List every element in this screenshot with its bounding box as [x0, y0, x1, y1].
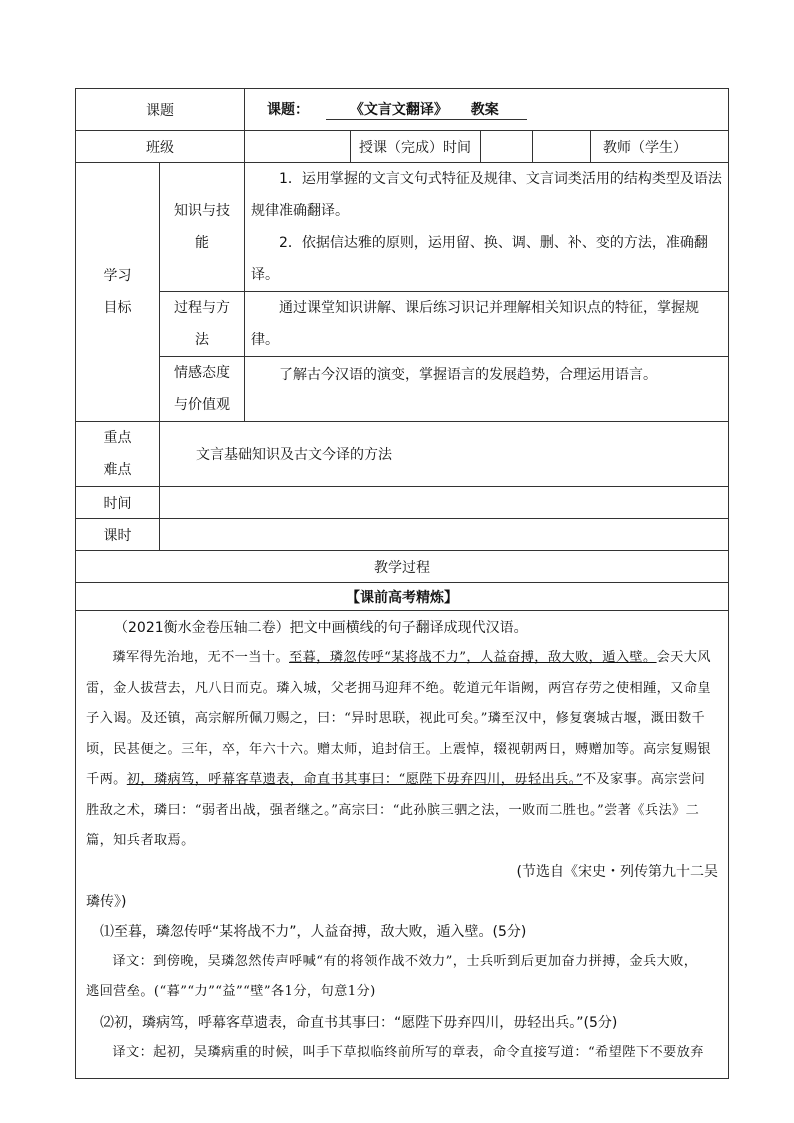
content-row	[76, 611, 729, 1079]
keypoints-label-line2: 难点	[103, 462, 132, 478]
hours-row	[76, 519, 729, 551]
process-label-line1: 过程与方	[174, 300, 230, 316]
section-title: 【课前高考精炼】	[76, 583, 729, 611]
content-cell	[76, 611, 729, 1079]
emotion-label-line2: 与价值观	[174, 397, 230, 413]
process-text-cell	[245, 292, 729, 357]
objectives-label-line2: 目标	[103, 300, 132, 316]
teacher-label: 教师（学生）	[591, 131, 729, 163]
time-row	[76, 487, 729, 519]
emotion-text-cell	[245, 357, 729, 422]
hours-label: 课时	[76, 519, 160, 551]
class-value	[245, 131, 351, 163]
process-label	[160, 292, 245, 357]
question-1: ⑴至暮，璘忽传呼“某将战不力”，人益奋搏，敌大败，遁入壁。(5分)	[100, 923, 527, 940]
answer-1-line-2: 逃回营垒。(“暮”“力”“益”“壁”各1分，句意1分)	[86, 984, 376, 999]
keypoints-label	[76, 422, 160, 487]
objectives-label	[76, 163, 160, 422]
process-title-row	[76, 551, 729, 583]
passage-part-3: 不及家事。高宗尝问胜敌之术，璘曰：“弱者出战，强者继之。”高宗曰：“此孙膑三驷之法，一败而二胜也。”尝著《兵法》二篇，知兵者取焉。	[86, 772, 706, 848]
knowledge-text-1: 1．运用掌握的文言文句式特征及规律、文言词类活用的结构类型及语法规律准确翻译。	[251, 171, 722, 219]
process-title: 教学过程	[76, 551, 729, 583]
topic-row	[76, 89, 729, 131]
question-2: ⑵初，璘病笃，呼幕客草遗表，命直书其事曰：“愿陛下毋弃四川，毋轻出兵。”(5分)	[100, 1014, 618, 1031]
section-title-row	[76, 583, 729, 611]
passage-underlined-2: 初，璘病笃，呼幕客草遗表，命直书其事曰：“愿陛下毋弃四川，毋轻出兵。”	[126, 772, 583, 787]
time-taught-label: 授课（完成）时间	[351, 131, 481, 163]
topic-title: 《文言文翻译》	[349, 102, 448, 118]
spacer-cell	[533, 131, 591, 163]
knowledge-label	[160, 163, 245, 292]
source-line-2: 璘传》)	[86, 893, 127, 910]
answer-1-line-1: 译文：到傍晚，吴璘忽然传声呼喊“有的将领作战不效力”，士兵听到后更加奋力拼搏，金兵大败，	[112, 953, 698, 969]
passage	[86, 643, 718, 857]
knowledge-text	[245, 163, 729, 292]
objectives-label-line1: 学习	[103, 268, 132, 284]
emotion-label-line1: 情感态度	[174, 365, 230, 381]
class-row	[76, 131, 729, 163]
knowledge-label-line1: 知识与技	[174, 203, 230, 219]
keypoints-label-line1: 重点	[103, 430, 132, 446]
emotion-row	[76, 357, 729, 422]
knowledge-label-line2: 能	[195, 235, 209, 251]
time-value	[160, 487, 729, 519]
topic-label: 课题	[76, 89, 245, 131]
source-line-1: (节选自《宋史・列传第九十二吴	[516, 863, 719, 880]
topic-cell	[245, 89, 729, 131]
lesson-plan-table	[75, 88, 729, 1079]
time-label: 时间	[76, 487, 160, 519]
time-taught-value	[481, 131, 533, 163]
passage-underlined-1: 至暮，璘忽传呼“某将战不力”，人益奋搏，敌大败，遁入壁。	[289, 650, 657, 665]
knowledge-row	[76, 163, 729, 292]
keypoints-row	[76, 422, 729, 487]
keypoints-text: 文言基础知识及古文今译的方法	[160, 422, 729, 487]
process-text: 通过课堂知识讲解、课后练习识记并理解相关知识点的特征，掌握规律。	[251, 300, 699, 348]
class-label: 班级	[76, 131, 245, 163]
answer-2-line-1: 译文：起初，吴璘病重的时候，叫手下草拟临终前所写的章表，命令直接写道：“希望陛下不要放弃	[112, 1044, 704, 1060]
passage-part-2: 会天大风雷，金人拔营去，凡八日而克。璘入城，父老拥马迎拜不绝。乾道元年诣阙，两宫存劳之使相踵，又命皇子入谒。及还镇，高宗解所佩刀赐之，曰：“异时思联，视此可矣。”璘至汉中，修复褒城古堰，溉田数千顷，民甚便之。三年，卒，年六十六。赠太师，追封信王。上震悼，辍视朝两日，赙赠加等。高宗复赐银千两。	[86, 650, 712, 787]
emotion-text: 了解古今汉语的演变，掌握语言的发展趋势，合理运用语言。	[279, 367, 657, 383]
passage-part-1: 璘军得先治地，无不一当十。	[112, 650, 290, 665]
hours-value	[160, 519, 729, 551]
process-row	[76, 292, 729, 357]
knowledge-text-2: 2．依据信达雅的原则，运用留、换、调、删、补、变的方法，准确翻译。	[251, 235, 708, 283]
emotion-label	[160, 357, 245, 422]
topic-title-underline	[326, 99, 527, 120]
topic-suffix: 教案	[470, 102, 499, 118]
topic-prefix: 课题：	[267, 102, 309, 118]
exercise-intro: （2021衡水金卷压轴二卷）把文中画横线的句子翻译成现代汉语。	[114, 620, 528, 636]
process-label-line2: 法	[195, 332, 209, 348]
